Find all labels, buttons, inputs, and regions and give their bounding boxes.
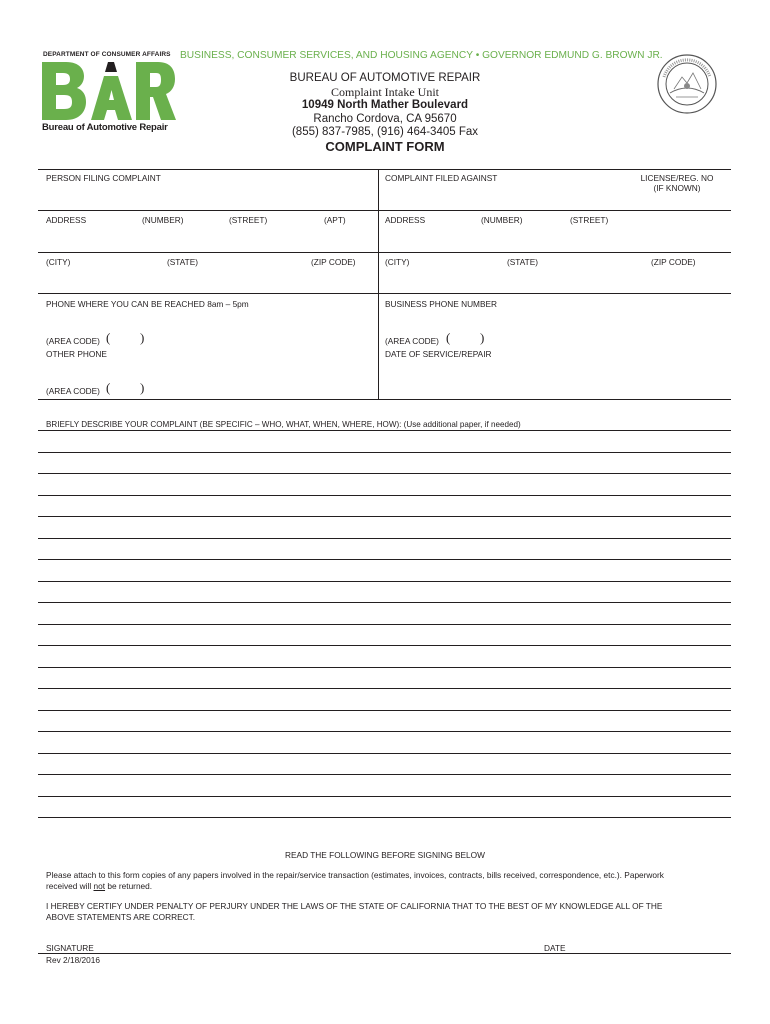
row-divider <box>38 252 731 253</box>
read-notice: READ THE FOLLOWING BEFORE SIGNING BELOW <box>285 850 485 860</box>
describe-line[interactable] <box>38 538 731 539</box>
describe-line[interactable] <box>38 516 731 517</box>
table-top-border <box>38 169 731 170</box>
column-divider <box>378 169 379 399</box>
describe-line[interactable] <box>38 624 731 625</box>
attach-line-2b: be returned. <box>105 881 153 891</box>
filed-against-field[interactable] <box>385 184 630 208</box>
certification <box>46 901 726 923</box>
business-address-label: ADDRESS <box>385 215 426 225</box>
city-address: Rancho Cordova, CA 95670 <box>313 113 457 125</box>
address-label: ADDRESS <box>46 215 87 225</box>
street-label: (STREET) <box>229 215 268 225</box>
row-divider <box>38 399 731 400</box>
business-phone-input[interactable] <box>492 331 725 345</box>
describe-line[interactable] <box>38 817 731 818</box>
date-field[interactable] <box>572 932 727 952</box>
business-state-label: (STATE) <box>507 257 539 267</box>
area-code-open-paren: ( <box>106 330 111 345</box>
describe-line[interactable] <box>38 688 731 689</box>
person-filing-field[interactable] <box>46 184 371 208</box>
business-zip-label: (ZIP CODE) <box>651 257 696 267</box>
intake-unit: Complaint Intake Unit <box>331 85 439 99</box>
department-name: DEPARTMENT OF CONSUMER AFFAIRS <box>43 51 171 58</box>
other-phone-input[interactable] <box>152 381 370 395</box>
zip-label: (ZIP CODE) <box>311 257 356 267</box>
logo-subtitle: Bureau of Automotive Repair <box>42 122 168 133</box>
attach-not: not <box>93 881 106 891</box>
business-address-field[interactable] <box>385 226 725 250</box>
address-field[interactable] <box>46 226 371 250</box>
business-number-label: (NUMBER) <box>481 215 523 225</box>
attach-line-1: Please attach to this form copies of any papers involved in the repair/service transaction (estimates, invoices, contracts, bills received, correspondence, etc.). Paperwork <box>46 870 664 880</box>
business-street-label: (STREET) <box>570 215 609 225</box>
signature-field[interactable] <box>108 932 528 952</box>
area-code-close-paren: ) <box>140 330 145 345</box>
describe-line[interactable] <box>38 452 731 453</box>
describe-line[interactable] <box>38 645 731 646</box>
business-city-label: (CITY) <box>385 257 410 267</box>
signature-label: SIGNATURE <box>46 943 94 953</box>
form-title: COMPLAINT FORM <box>325 139 445 154</box>
revision-label: Rev 2/18/2016 <box>46 955 100 965</box>
business-area-code-close-paren: ) <box>480 330 485 345</box>
certify-line-1: I HEREBY CERTIFY UNDER PENALTY OF PERJURY UNDER THE LAWS OF THE STATE OF CALIFORNIA THAT TO THE BEST OF MY KNOWLEDGE ALL OF THE <box>46 901 663 911</box>
other-phone-label: OTHER PHONE <box>46 349 107 359</box>
date-service-field[interactable] <box>385 361 725 395</box>
business-phone-label: BUSINESS PHONE NUMBER <box>385 299 498 309</box>
describe-line[interactable] <box>38 796 731 797</box>
license-label: LICENSE/REG. NO <box>640 173 714 183</box>
phone-reach-label: PHONE WHERE YOU CAN BE REACHED 8am – 5pm <box>46 299 249 309</box>
business-area-code-label: (AREA CODE) <box>385 336 439 346</box>
other-area-code-input[interactable] <box>112 381 139 395</box>
describe-line[interactable] <box>38 710 731 711</box>
bureau-name: BUREAU OF AUTOMOTIVE REPAIR <box>289 72 481 84</box>
date-service-label: DATE OF SERVICE/REPAIR <box>385 349 492 359</box>
other-area-code-close-paren: ) <box>140 380 145 395</box>
describe-line[interactable] <box>38 731 731 732</box>
city-state-zip-field[interactable] <box>46 268 371 292</box>
phone-input[interactable] <box>152 331 370 345</box>
describe-line[interactable] <box>38 495 731 496</box>
business-area-code-open-paren: ( <box>446 330 451 345</box>
street-address: 10949 North Mather Boulevard <box>301 99 469 111</box>
state-label: (STATE) <box>167 257 199 267</box>
city-label: (CITY) <box>46 257 71 267</box>
signature-line <box>38 953 731 954</box>
other-area-code-open-paren: ( <box>106 380 111 395</box>
describe-line[interactable] <box>38 667 731 668</box>
apt-label: (APT) <box>324 215 346 225</box>
filed-against-label: COMPLAINT FILED AGAINST <box>385 173 498 183</box>
describe-line[interactable] <box>38 602 731 603</box>
describe-line[interactable] <box>38 581 731 582</box>
person-filing-label: PERSON FILING COMPLAINT <box>46 173 161 183</box>
describe-line[interactable] <box>38 559 731 560</box>
license-if-known-label: (IF KNOWN) <box>653 183 701 193</box>
describe-line[interactable] <box>38 774 731 775</box>
describe-line[interactable] <box>38 430 731 431</box>
describe-line[interactable] <box>38 473 731 474</box>
row-divider <box>38 210 731 211</box>
agency-line: BUSINESS, CONSUMER SERVICES, AND HOUSING AGENCY • GOVERNOR EDMUND G. BROWN JR. <box>180 50 663 61</box>
attach-instructions <box>46 870 726 892</box>
certify-line-2: ABOVE STATEMENTS ARE CORRECT. <box>46 912 196 922</box>
business-city-state-zip-field[interactable] <box>385 268 725 292</box>
describe-label: BRIEFLY DESCRIBE YOUR COMPLAINT (BE SPECIFIC – WHO, WHAT, WHEN, WHERE, HOW): (Use additional paper, if needed) <box>46 420 521 429</box>
area-code-label: (AREA CODE) <box>46 336 100 346</box>
date-label: DATE <box>544 943 566 953</box>
phone-fax: (855) 837-7985, (916) 464-3405 Fax <box>291 126 479 138</box>
business-area-code-input[interactable] <box>452 331 479 345</box>
describe-line[interactable] <box>38 753 731 754</box>
row-divider <box>38 293 731 294</box>
attach-line-2a: received will <box>46 881 94 891</box>
number-label: (NUMBER) <box>142 215 184 225</box>
other-area-code-label: (AREA CODE) <box>46 386 100 396</box>
area-code-input[interactable] <box>112 331 139 345</box>
